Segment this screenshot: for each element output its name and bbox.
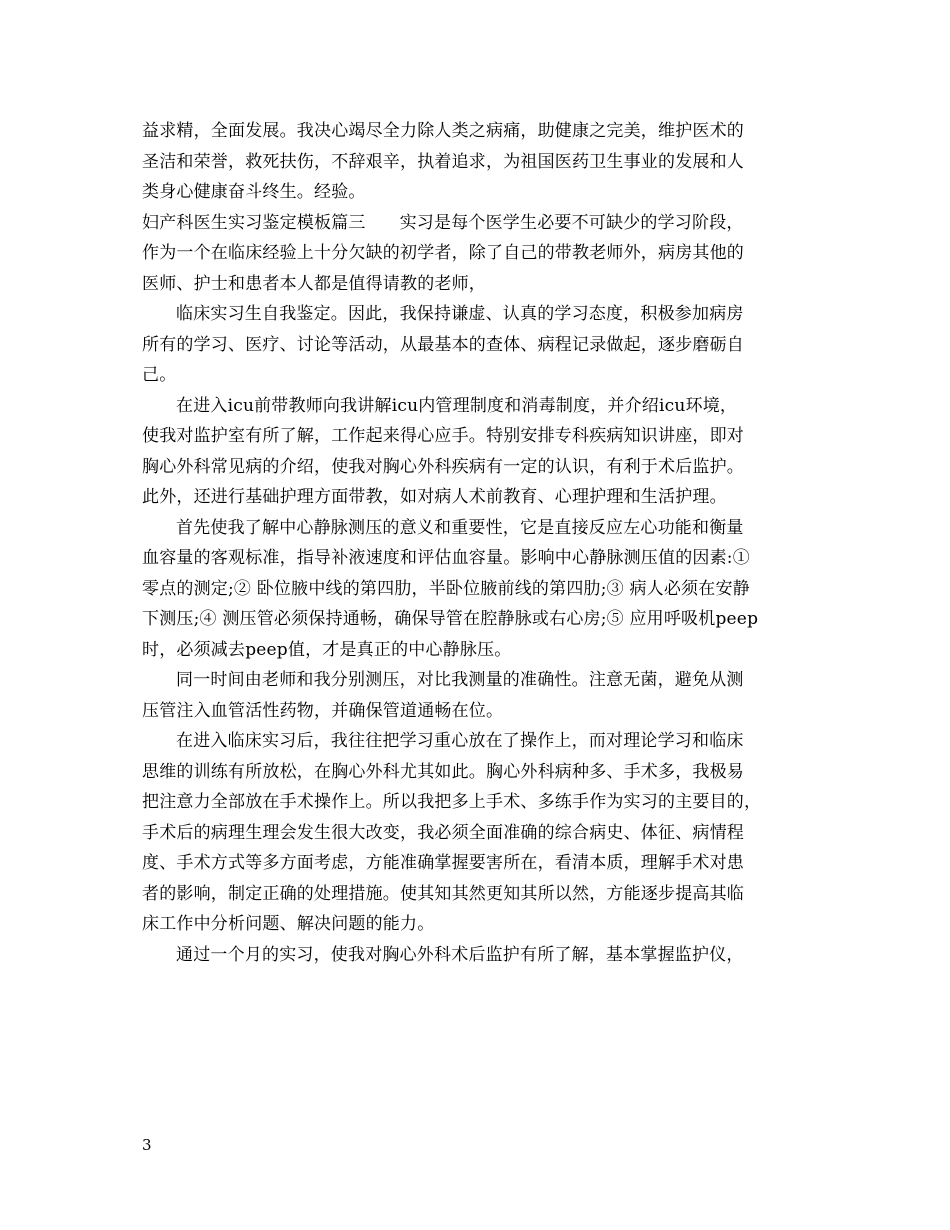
- page-number: 3: [142, 1136, 152, 1154]
- paragraph-start: 临床实习生自我鉴定。因此，我保持谦虚、认真的学习态度，积极参加病房: [176, 304, 744, 324]
- text-line: 医师、护士和患者本人都是值得请教的老师，: [142, 273, 486, 294]
- paragraph-start: 首先使我了解中心静脉测压的意义和重要性，它是直接反应左心功能和衡量: [176, 517, 744, 538]
- text-line: 零点的测定;② 卧位腋中线的第四肋，半卧位腋前线的第四肋;③ 病人必须在安静: [142, 578, 750, 599]
- paragraph-start: 在进入icu前带教师向我讲解icu内管理制度和消毒制度，并介绍icu环境，: [176, 395, 738, 416]
- text-line: 下测压;④ 测压管必须保持通畅，确保导管在腔静脉或右心房;⑤ 应用呼吸机peep: [142, 609, 759, 629]
- text-line: 所有的学习、医疗、讨论等活动，从最基本的查体、病程记录做起，逐步磨砺自: [142, 334, 744, 355]
- text-line: 度、手术方式等多方面考虑，方能准确掌握要害所在，看清本质，理解手术对患: [142, 853, 744, 873]
- text-line: 使我对监护室有所了解，工作起来得心应手。特别安排专科疾病知识讲座，即对: [142, 426, 744, 446]
- text-line: 胸心外科常见病的介绍，使我对胸心外科疾病有一定的认识，有利于术后监护。: [142, 456, 744, 477]
- text-line: 把注意力全部放在手术操作上。所以我把多上手术、多练手作为实习的主要目的，: [142, 792, 762, 812]
- paragraph-start: 通过一个月的实习，使我对胸心外科术后监护有所了解，基本掌握监护仪，: [176, 944, 744, 965]
- paragraph-start: 同一时间由老师和我分别测压，对比我测量的准确性。注意无菌，避免从测: [176, 670, 744, 690]
- text-line: 压管注入血管活性药物，并确保管道通畅在位。: [142, 700, 504, 721]
- section-heading-line: [142, 208, 814, 239]
- text-line: 时，必须减去peep值，才是真正的中心静脉压。: [142, 639, 512, 660]
- section-heading: 妇产科医生实习鉴定模板篇三: [142, 212, 366, 233]
- text-line: 己。: [142, 365, 177, 385]
- body-text: [142, 116, 814, 970]
- text-line: 思维的训练有所放松，在胸心外科尤其如此。胸心外科病种多、手术多，我极易: [142, 761, 744, 782]
- text-line: 类身心健康奋斗终生。经验。: [142, 182, 366, 202]
- text-line: 作为一个在临床经验上十分欠缺的初学者，除了自己的带教老师外，病房其他的: [142, 243, 744, 263]
- text-line: 血容量的客观标准，指导补液速度和评估血容量。影响中心静脉测压值的因素:①: [142, 548, 750, 568]
- text-line: 益求精，全面发展。我决心竭尽全力除人类之病痛，助健康之完美，维护医术的: [142, 121, 744, 141]
- text-line: 手术后的病理生理会发生很大改变，我必须全面准确的综合病史、体征、病情程: [142, 822, 744, 843]
- text-line: 床工作中分析问题、解决问题的能力。: [142, 914, 435, 934]
- text-line: 此外，还进行基础护理方面带教，如对病人术前教育、心理护理和生活护理。: [142, 487, 727, 507]
- section-first-sentence: 实习是每个医学生必要不可缺少的学习阶段，: [399, 212, 744, 233]
- paragraph-start: 在进入临床实习后，我往往把学习重心放在了操作上，而对理论学习和临床: [176, 731, 744, 751]
- text-line: 者的影响，制定正确的处理措施。使其知其然更知其所以然，方能逐步提高其临: [142, 883, 744, 904]
- text-line: 圣洁和荣誉，救死扶伤，不辞艰辛，执着追求，为祖国医药卫生事业的发展和人: [142, 151, 744, 172]
